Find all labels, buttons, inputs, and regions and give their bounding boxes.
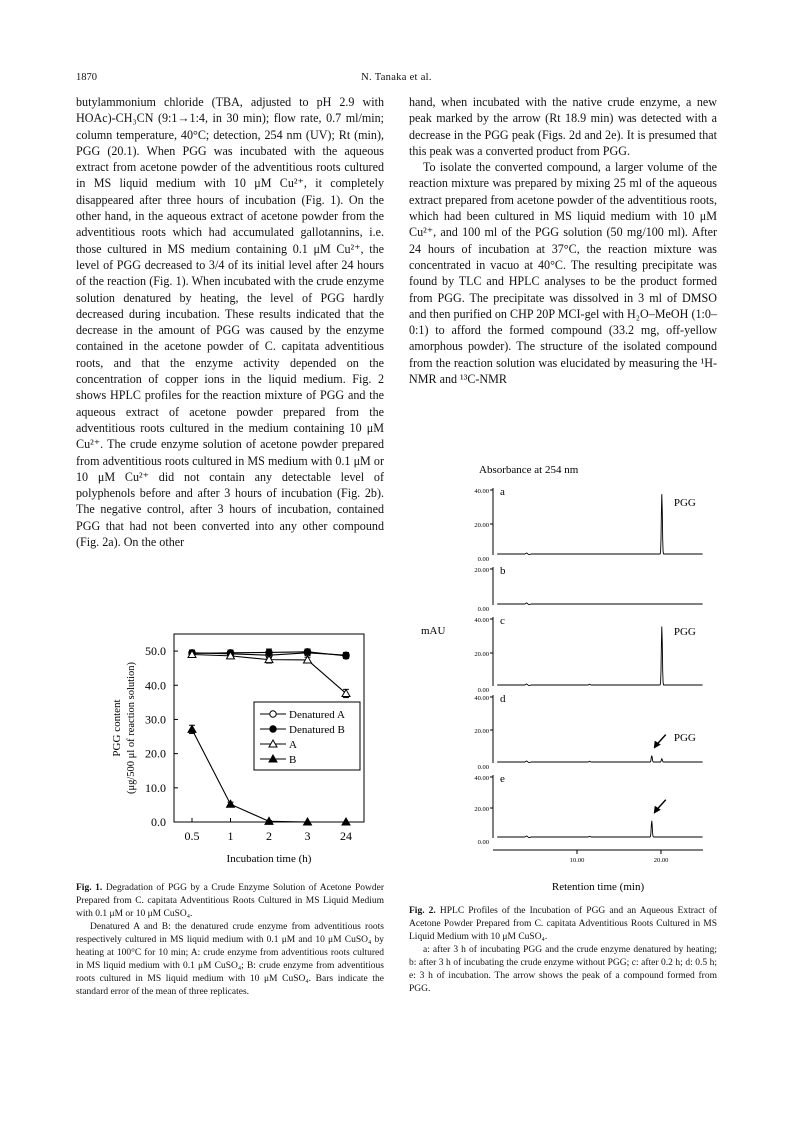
panel-zero-tick: 0.00 bbox=[477, 764, 489, 771]
right-paragraph-2: To isolate the converted compound, a larger volume of the reaction mixture was prepared by mixing 25 ml of the aqueous extract prepared from acetone powder of the adventitious roots, which had been cultured in MS liquid medium with 10 μM Cu²⁺, and 100 ml of the PGG solution (50 mg/100 ml). After 24 hours of incubation at 37°C, the reaction mixture was concentrated in vacuo at 40°C. The resulting precipitate was found by TLC and HPLC analyses to be the product formed from PGG. The precipitate was dissolved in 3 ml of DMSO and then purified on CHP 20P MCI-gel with H₂O–MeOH (1:0–0:1) to afford the formed compound (33.2 mg, off-yellow amorphous powder). The structure of the isolated compound from the reaction solution was elucidated by measuring the ¹H-NMR and ¹³C-NMR bbox=[409, 160, 717, 387]
panel-zero-tick: 0.00 bbox=[477, 606, 489, 613]
peak-label: PGG bbox=[673, 732, 696, 744]
page-number: 1870 bbox=[76, 72, 97, 83]
left-column bbox=[76, 94, 384, 550]
panel-label: e bbox=[500, 773, 505, 785]
panel-label: c bbox=[500, 615, 505, 627]
figure-1-legend-text: Denatured A and B: the denatured crude enzyme from adventitious roots respectively cultured in MS liquid medium with 0.1 μM and 10 μM CuSO₄ by heating at 100°C for 10 min; A: crude enzyme from adventitious roots cultured in MS liquid medium with 0.1 μM CuSO₄; B: crude enzyme from adventitious roots cultured in MS liquid medium with 10 μM CuSO₄. Bars indicate the standard error of the mean of three replicates. bbox=[76, 922, 384, 997]
y-tick-label: 40.0 bbox=[145, 678, 166, 693]
data-point bbox=[227, 800, 235, 807]
y-tick-label: 20.0 bbox=[145, 746, 166, 761]
figure-1-label: Fig. 1. bbox=[76, 883, 103, 893]
panel-mid-tick: 20.00 bbox=[474, 522, 489, 529]
hplc-panel-e bbox=[474, 773, 702, 846]
chromatogram-trace bbox=[497, 627, 702, 686]
data-point bbox=[188, 725, 196, 732]
chromatogram-trace bbox=[497, 821, 702, 838]
data-point bbox=[343, 653, 349, 659]
x-tick-label: 20.00 bbox=[653, 857, 669, 864]
chromatogram-trace bbox=[497, 756, 702, 763]
panel-mid-tick: 20.00 bbox=[474, 728, 489, 735]
x-tick-label: 2 bbox=[266, 829, 272, 843]
figure-1-title: Degradation of PGG by a Crude Enzyme Solution of Acetone Powder Prepared from C. capitata Adventitious Roots Cultured in MS Liquid Medium with 0.1 μM or 10 μM CuSO₄. bbox=[76, 883, 384, 919]
x-tick-label: 1 bbox=[227, 829, 234, 843]
panel-zero-tick: 0.00 bbox=[477, 556, 489, 563]
x-axis-label: Retention time (min) bbox=[551, 881, 645, 893]
panel-top-tick: 40.00 bbox=[474, 488, 489, 495]
figure-2-caption bbox=[409, 905, 717, 996]
hplc-panel-c bbox=[474, 615, 702, 694]
panel-label: b bbox=[500, 565, 506, 577]
y-axis-label: mAU bbox=[421, 625, 446, 637]
panel-mid-tick: 20.00 bbox=[474, 806, 489, 813]
left-paragraph: butylammonium chloride (TBA, adjusted to pH 2.9 with HOAc)-CH₃CN (9:1→1:4, in 30 min); flow rate, 0.7 ml/min; column temperature, 40°C; detection, 254 nm (UV); Rt (min), PGG (20.1). When PGG was incubated with the aqueous extract from acetone powder of the adventitious roots cultured in MS liquid medium with 10 μM Cu²⁺, it completely disappeared after three hours of incubation (Fig. 1). On the other hand, in the aqueous extract of acetone powder from the adventitious roots which had accumulated gallotannins, i.e. those cultured in MS medium containing 0.1 μM Cu²⁺, the level of PGG decreased to 3/4 of its initial level after 24 hours of the reaction (Fig. 1). When incubated with the crude enzyme solution denatured by heating, the level of PGG hardly decreased during incubation. These results indicated that the decrease in the amount of PGG was caused by the enzyme contained in the acetone powder of C. capitata adventitious roots, and that the enzyme activity depended on the concentration of copper ions in the liquid medium. Fig. 2 shows HPLC profiles for the reaction mixture of PGG and the aqueous extract of acetone powder prepared from the adventitious roots cultured in the medium containing 10 μM Cu²⁺. The crude enzyme solution of acetone powder prepared from adventitious roots cultured in MS medium with 0.1 μM or 10 μM Cu²⁺ did not contain any detectable level of polyphenols before and after 3 hours of incubation (Fig. 2b). The negative control, after 3 hours of incubation, contained PGG that had not been converted into any other compound (Fig. 2a). On the other bbox=[76, 95, 384, 550]
figure-1-line-chart bbox=[76, 618, 386, 878]
figure-2-hplc-profiles bbox=[409, 458, 717, 896]
panel-zero-tick: 0.00 bbox=[477, 839, 489, 846]
running-authors: N. Tanaka et al. bbox=[361, 72, 432, 83]
hplc-panel-a bbox=[474, 486, 702, 563]
legend-entry: Denatured B bbox=[289, 724, 345, 736]
y-tick-label: 50.0 bbox=[145, 644, 166, 659]
x-tick-label: 3 bbox=[304, 829, 311, 843]
figure-2-label: Fig. 2. bbox=[409, 906, 436, 916]
y-tick-label: 10.0 bbox=[145, 780, 166, 795]
panel-mid-tick: 20.00 bbox=[474, 651, 489, 658]
legend-entry: Denatured A bbox=[289, 709, 345, 721]
y-tick-label: 0.0 bbox=[151, 815, 166, 829]
right-column bbox=[409, 94, 717, 387]
chromatogram-trace bbox=[497, 603, 702, 605]
figure-2-legend-text: a: after 3 h of incubating PGG and the crude enzyme denatured by heating; b: after 3 h of incubating the crude enzyme without PGG; c: after 0.2 h; d: 0.5 h; e: 3 h of incubation. The arrow shows the peak of a compound formed from PGG. bbox=[409, 945, 717, 994]
hplc-panel-b bbox=[474, 565, 702, 613]
x-axis-label: Incubation time (h) bbox=[226, 853, 312, 865]
panel-top-tick: 40.00 bbox=[474, 775, 489, 782]
right-paragraph-1: hand, when incubated with the native crude enzyme, a new peak marked by the arrow (Rt 18.9 min) was detected with a decrease in the PGG peak (Figs. 2d and 2e). It is presumed that this peak was a converted product from PGG. bbox=[409, 95, 717, 158]
panel-top-tick: 40.00 bbox=[474, 617, 489, 624]
chart-title: Absorbance at 254 nm bbox=[479, 464, 579, 476]
x-tick-label: 10.00 bbox=[569, 857, 585, 864]
legend-marker bbox=[270, 711, 276, 717]
y-tick-label: 30.0 bbox=[145, 712, 166, 727]
legend-entry: B bbox=[289, 754, 297, 766]
y-axis-label-units: (μg/500 μl of reaction solution) bbox=[126, 662, 137, 794]
y-axis-label: PGG content bbox=[111, 699, 123, 757]
series-a bbox=[188, 651, 350, 698]
data-point bbox=[304, 649, 310, 655]
peak-label: PGG bbox=[673, 497, 696, 509]
legend-marker bbox=[270, 726, 276, 732]
panel-top-tick: 40.00 bbox=[474, 695, 489, 702]
x-tick-label: 0.5 bbox=[184, 829, 200, 843]
chromatogram-trace bbox=[497, 494, 702, 554]
panel-top-tick: 20.00 bbox=[474, 567, 489, 574]
figure-2-title: HPLC Profiles of the Incubation of PGG and an Aqueous Extract of Acetone Powder Prepared from C. capitata Adventitious Roots Cultured in MS Liquid Medium with 10 μM CuSO₄. bbox=[409, 906, 717, 942]
panel-label: d bbox=[500, 693, 506, 705]
hplc-panel-d bbox=[474, 693, 702, 771]
x-tick-label: 24 bbox=[340, 829, 352, 843]
legend-entry: A bbox=[289, 739, 297, 751]
panel-zero-tick: 0.00 bbox=[477, 687, 489, 694]
peak-label: PGG bbox=[673, 626, 696, 638]
figure-1-caption bbox=[76, 882, 384, 999]
panel-label: a bbox=[500, 486, 505, 498]
